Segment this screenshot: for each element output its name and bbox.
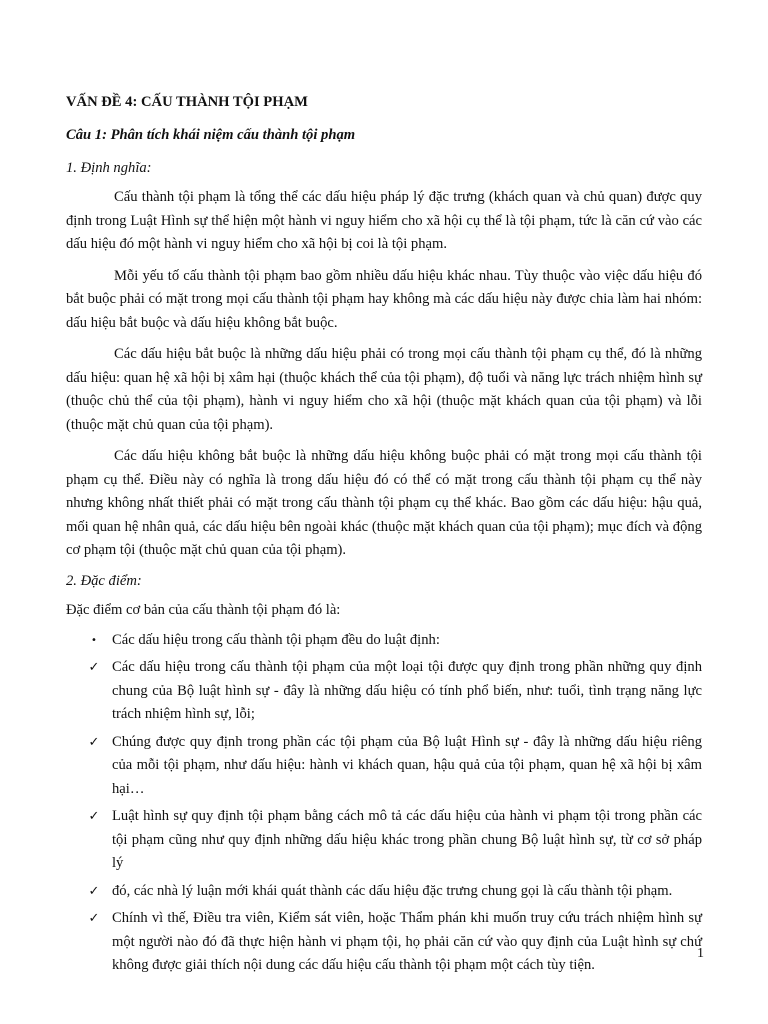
paragraph: Mỗi yếu tố cấu thành tội phạm bao gồm nhiều dấu hiệu khác nhau. Tùy thuộc vào việc dấu hiệu đó bắt buộc phải có mặt trong mọi cấu thành tội phạm hay không mà các dấu hiệu này được chia làm hai nhóm: dấu hiệu bắt buộc và dấu hiệu không bắt buộc.: [66, 267, 702, 331]
section-intro: Đặc điểm cơ bản của cấu thành tội phạm đó là:: [66, 601, 341, 618]
list-item: [66, 907, 702, 978]
list-item: [66, 805, 702, 876]
paragraph: Các dấu hiệu bắt buộc là những dấu hiệu phải có trong mọi cấu thành tội phạm cụ thể, đó là những dấu hiệu: quan hệ xã hội bị xâm hại (thuộc khách thể của tội phạm), độ tuổi và năng lực trách nhiệm hình sự (thuộc chủ thể của tội phạm), hành vi nguy hiểm cho xã hội (thuộc mặt khách quan của tội phạm) và lỗi (thuộc mặt chủ quan của tội phạm).: [66, 346, 702, 433]
paragraph: Cấu thành tội phạm là tổng thể các dấu hiệu pháp lý đặc trưng (khách quan và chủ quan) được quy định trong Luật Hình sự thể hiện một hành vi nguy hiểm cho xã hội cụ thể là tội phạm, tức là căn cứ vào các dấu hiệu đó một hành vi nguy hiểm cho xã hội bị coi là tội phạm.: [66, 189, 702, 252]
bullet-dot-icon: •: [91, 634, 97, 646]
checkmark-icon: ✓: [88, 734, 100, 750]
section-heading-definition: 1. Định nghĩa:: [66, 160, 152, 176]
page-number: 1: [697, 946, 704, 961]
checkmark-icon: ✓: [88, 809, 100, 824]
checkmark-icon: ✓: [88, 911, 100, 926]
characteristics-list: [66, 629, 702, 978]
paragraph: Các dấu hiệu không bắt buộc là những dấu hiệu không buộc phải có mặt trong mọi cấu thành tội phạm cụ thể. Điều này có nghĩa là trong dấu hiệu đó có thể có mặt trong cấu thành tội phạm cụ thể này nhưng không nhất thiết phải có mặt trong cấu thành tội phạm cụ thể khác. Bao gồm các dấu hiệu: hậu quả, mối quan hệ nhân quả, các dấu hiệu bên ngoài khác (thuộc mặt khách quan của tội phạm); mục đích và động cơ phạm tội (thuộc mặt chủ quan của tội phạm).: [66, 448, 702, 558]
list-item-text: Chính vì thế, Điều tra viên, Kiểm sát viên, hoặc Thẩm phán khi muốn truy cứu trách nhiệm hình sự một người nào đó đã thực hiện hành vi phạm tội, họ phải căn cứ vào quy định của Luật hình sự chứ không được giải thích nội dung các dấu hiệu cấu thành tội phạm một cách tùy tiện.: [112, 910, 702, 973]
list-item: [66, 880, 702, 904]
list-item-text: Luật hình sự quy định tội phạm bằng cách mô tả các dấu hiệu của hành vi phạm tội trong phần các tội phạm cũng như quy định những dấu hiệu khác trong phần chung Bộ luật hình sự, từ cơ sở pháp lý: [112, 808, 702, 871]
list-item-text: Chúng được quy định trong phần các tội phạm của Bộ luật Hình sự - đây là những dấu hiệu riêng của mỗi tội phạm, như dấu hiệu: hành vi khách quan, hậu quả của tội phạm, quan hệ xã hội bị xâm hại…: [112, 733, 702, 797]
list-item: [66, 656, 702, 727]
list-item-text: Các dấu hiệu trong cấu thành tội phạm của một loại tội được quy định trong phần những quy định chung của Bộ luật hình sự - đây là những dấu hiệu có tính phổ biến, như: tuổi, tình trạng năng lực trách nhiệm hình sự, lỗi;: [112, 659, 702, 722]
list-item-text: đó, các nhà lý luận mới khái quát thành các dấu hiệu đặc trưng chung gọi là cấu thành tội phạm.: [112, 882, 673, 899]
list-item: [66, 731, 702, 802]
list-item: [66, 629, 702, 653]
checkmark-icon: ✓: [88, 660, 100, 675]
question-heading: Câu 1: Phân tích khái niệm cấu thành tội phạm: [66, 127, 356, 143]
list-item-text: Các dấu hiệu trong cấu thành tội phạm đều do luật định:: [112, 631, 440, 648]
document-title: VẤN ĐỀ 4: CẤU THÀNH TỘI PHẠM: [66, 94, 308, 110]
section-heading-characteristics: 2. Đặc điểm:: [66, 572, 142, 589]
checkmark-icon: ✓: [88, 883, 100, 899]
